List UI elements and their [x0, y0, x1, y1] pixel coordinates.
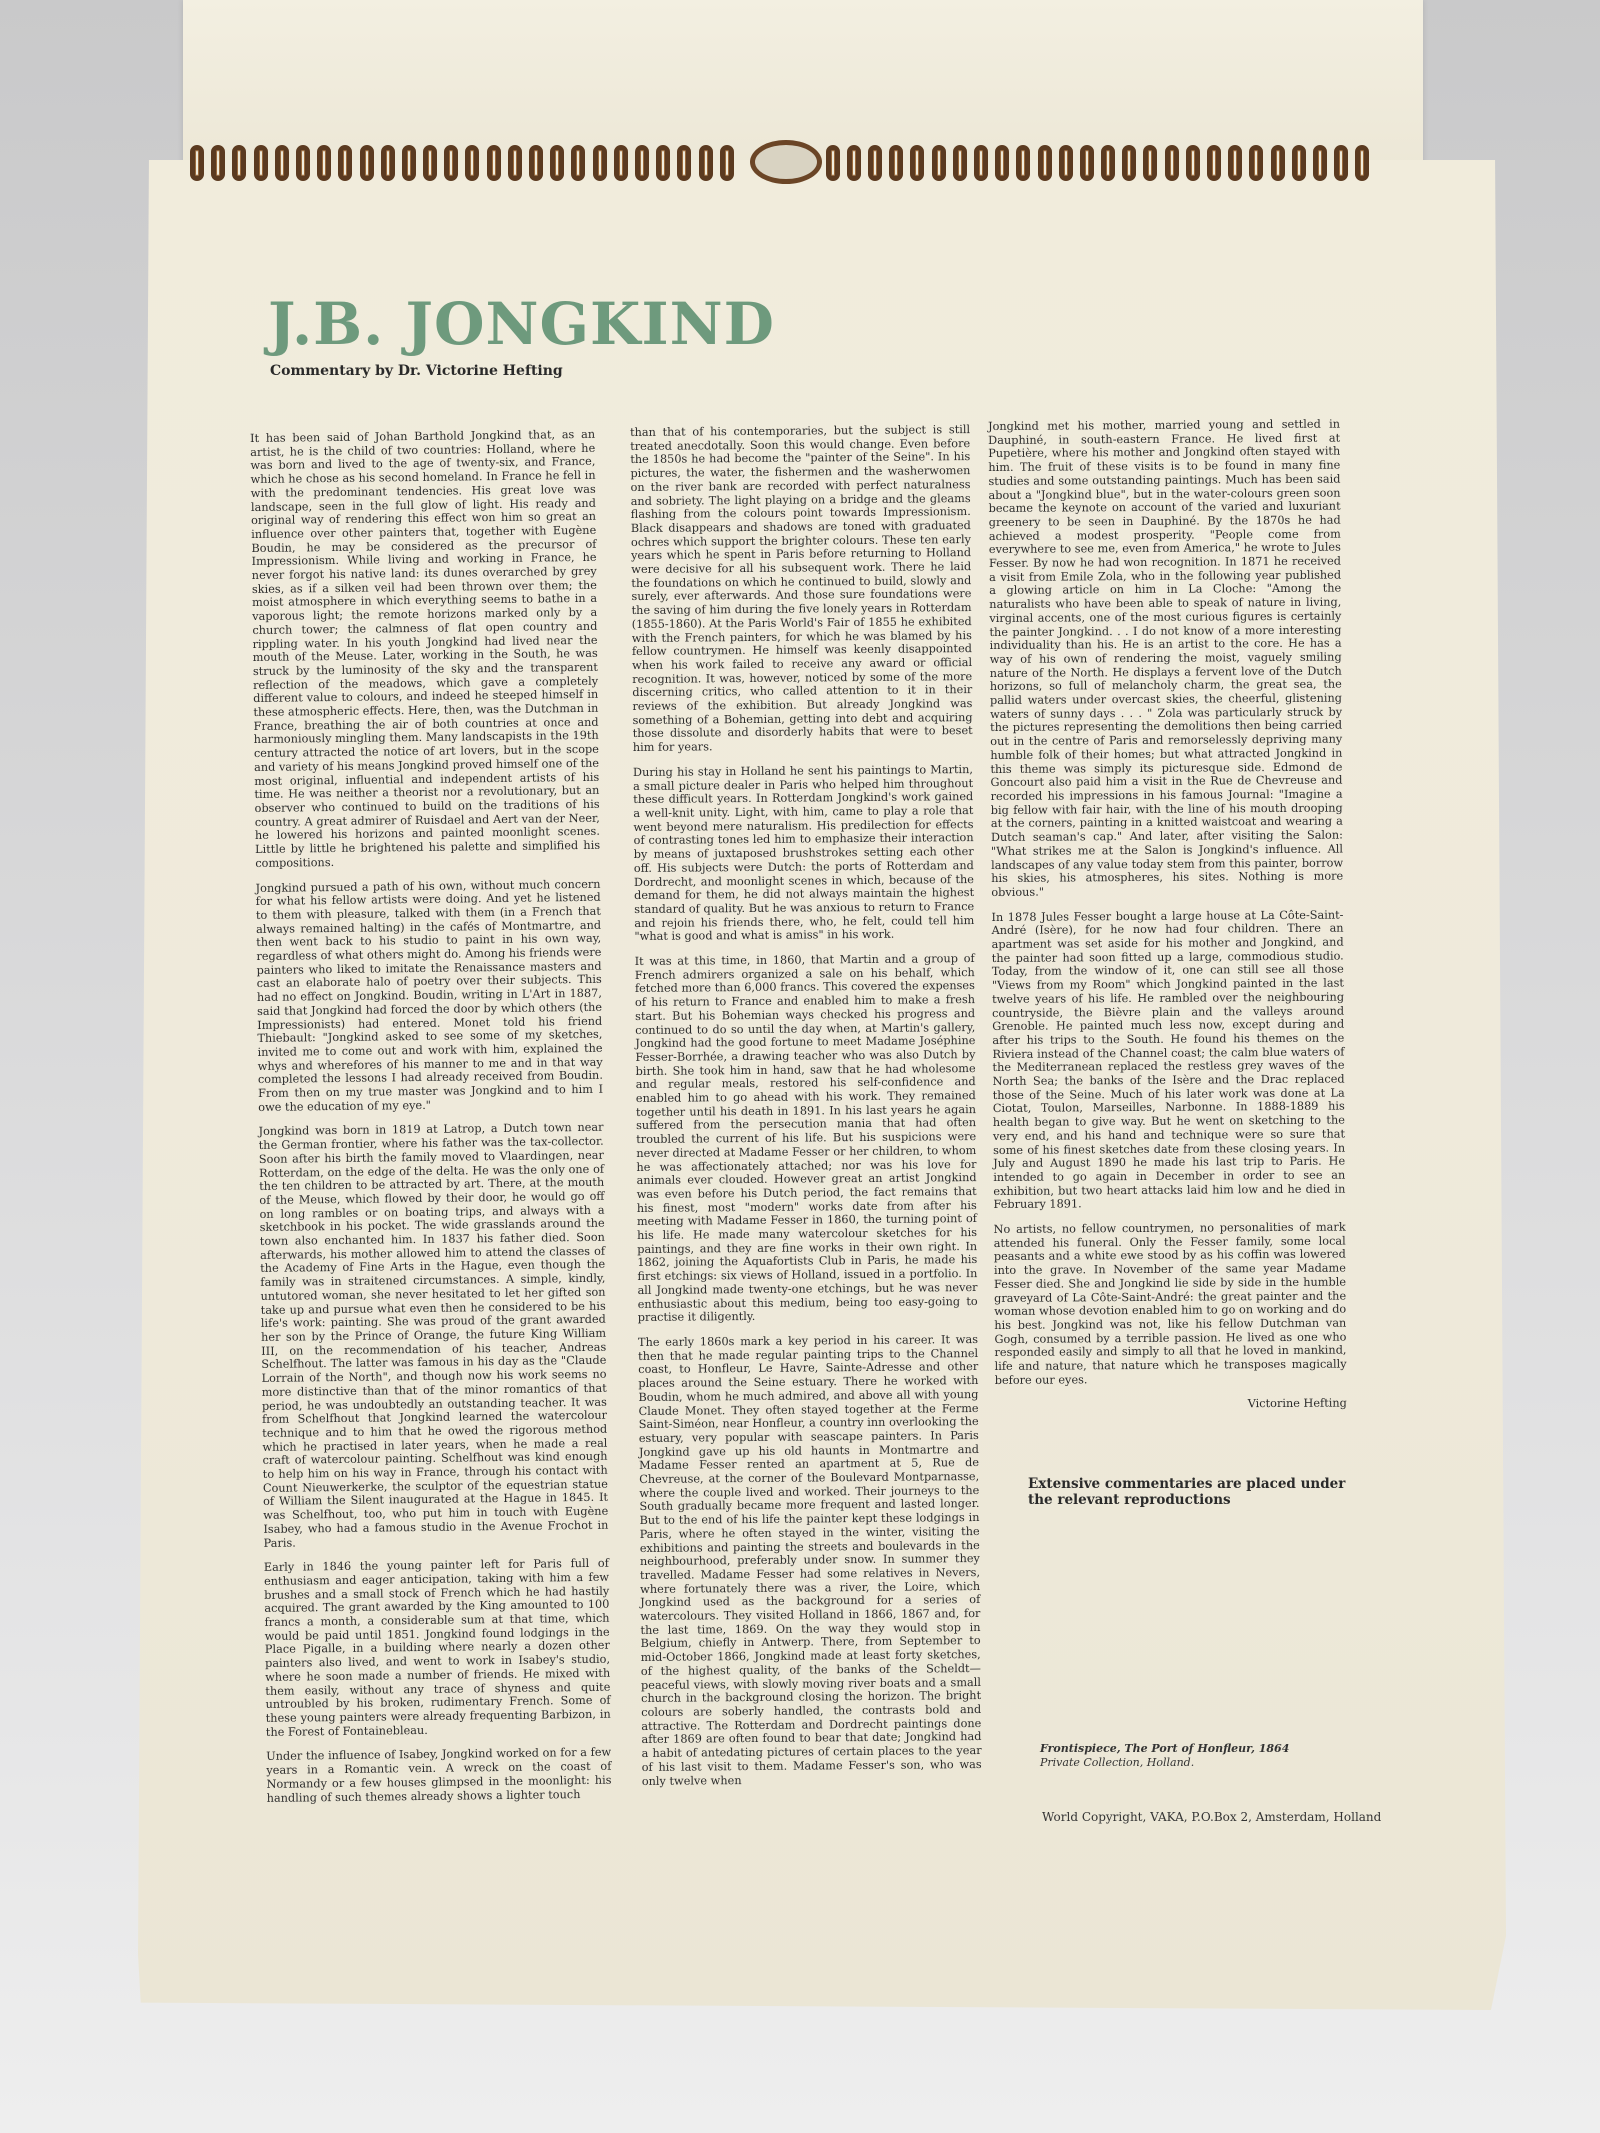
caption-title: Frontispiece, The Port of Honfleur, 1864: [1040, 1742, 1290, 1755]
binding-coil: [826, 145, 840, 181]
copyright-notice: World Copyright, VAKA, P.O.Box 2, Amsterdam, Holland: [1042, 1810, 1382, 1824]
paragraph: than that of his contemporaries, but the subject is still treated anecdotally. Soon this would change. Even before the 1850s he had become the "painter of the Seine". In his pictures, the water, the fishermen and the washerwomen on the river bank are recorded with perfect naturalness and sobriety. The light playing on a bridge and the gleams flashing from the colours point towards Impressionism. Black disappears and shadows are toned with graduated ochres which support the brighter colours. These ten early years which he spent in Paris before returning to Holland were decisive for all his subsequent work. There he laid the foundations on which he continued to build, slowly and surely, ever afterwards. And those sure foundations were the saving of him during the five lonely years in Rotterdam (1855-1860). At the Paris World's Fair of 1855 he exhibited with the French painters, for which he was blamed by his fellow countrymen. He himself was keenly disappointed when his work failed to receive any award or official recognition. It was, however, noticed by some of the more discerning critics, who called attention to it in their reviews of the exhibition. But already Jongkind was something of a Bohemian, getting into debt and acquiring those dissolute and disorderly habits that were to beset him for years.: [630, 423, 973, 755]
binding-coil: [1080, 145, 1094, 181]
binding-coil: [508, 145, 522, 181]
binding-coil: [1228, 145, 1242, 181]
paragraph: Early in 1846 the young painter left for Paris full of enthusiasm and eager anticipation, taking with him a few brushes and a small stock of French which he had hastily acquired. The grant awarded by the King amounted to 100 francs a month, a considerable sum at that time, which would be paid until 1851. Jongkind found lodgings in the Place Pigalle, in a building where nearly a dozen other painters also lived, and went to work in Isabey's studio, where he soon made a number of friends. He mixed with them easily, without any trace of shyness and quite untroubled by his broken, rudimentary French. Some of these young painters were already frequenting Barbizon, in the Forest of Fontainebleau.: [263, 1556, 611, 1739]
binding-coil: [1271, 145, 1285, 181]
binding-coil: [1059, 145, 1073, 181]
binding-coil: [381, 145, 395, 181]
commentary-note: Extensive commentaries are placed under the relevant reproductions: [1028, 1476, 1346, 1508]
binding-coil: [360, 145, 374, 181]
binding-coil: [699, 145, 713, 181]
binding-coil: [953, 145, 967, 181]
binding-coil: [190, 145, 204, 181]
binding-coil: [1186, 145, 1200, 181]
binding-coil: [656, 145, 670, 181]
binding-coil: [868, 145, 882, 181]
paragraph: The early 1860s mark a key period in his career. It was then that he made regular painting trips to the Channel coast, to Honfleur, Le Havre, Sainte-Adresse and other places around the Seine estuary. There he worked with Boudin, whom he much admired, and above all with young Claude Monet. They often stayed together at the Ferme Saint-Siméon, near Honfleur, a country inn overlooking the estuary, very popular with seascape painters. In Paris Jongkind gave up his old haunts in Montmartre and Madame Fesser rented an apartment at 5, Rue de Chevreuse, at the corner of the Boulevard Montparnasse, where the couple lived and worked. Their journeys to the South gradually became more frequent and lasted longer. But to the end of his life the painter kept these lodgings in Paris, where he often stayed in the winter, visiting the exhibitions and painting the streets and boulevards in the neighbourhood, preferably under snow. In summer they travelled. Madame Fesser had some relatives in Nevers, where fortunately there was a river, the Loire, which Jongkind used as the background for a series of watercolours. They visited Holland in 1866, 1867 and, for the last time, 1869. On the way they would stop in Belgium, chiefly in Antwerp. There, from September to mid-October 1866, Jongkind made at least forty sketches, of the highest quality, of the banks of the Scheldt—peaceful views, with slowly moving river boats and a small church in the background closing the horizon. The bright colours are soberly handled, the contrasts bold and attractive. The Rotterdam and Dordrecht paintings done after 1869 are often found to bear that date; Jongkind had a habit of antedating pictures of certain places to the year of his last visit to them. Madame Fesser's son, who was only twelve when: [637, 1332, 982, 1788]
binding-coil: [444, 145, 458, 181]
text-column-1: [250, 428, 612, 1816]
binding-coil: [211, 145, 225, 181]
paragraph: It was at this time, in 1860, that Martin and a group of French admirers organized a sale on his behalf, which fetched more than 6,000 francs. This covered the expenses of his return to France and enabled him to make a fresh start. But his Bohemian ways checked his progress and continued to do so until the day when, at Martin's gallery, Jongkind had the good fortune to meet Madame Joséphine Fesser-Borrhée, a drawing teacher who was also Dutch by birth. She took him in hand, saw that he had wholesome and regular meals, restored his self-confidence and enabled him to go ahead with his work. They remained together until his death in 1891. In his last years he again suffered from the persecution mania that had often troubled the current of his life. But his suspicions were never directed at Madame Fesser or her children, to whom he was affectionately attached; nor was his love for animals ever clouded. However great an artist Jongkind was even before his Dutch period, the fact remains that his finest, most "modern" works date from after his meeting with Madame Fesser in 1860, the turning point of his life. He made many watercolour sketches for his paintings, and they are fine works in their own right. In 1862, joining the Aquafortists Club in Paris, he made his first etchings: six views of Holland, issued in a portfolio. In all Jongkind made twenty-one etchings, but he was never enthusiastic about this medium, being too easy-going to practise it diligently.: [634, 952, 978, 1325]
binding-coil: [338, 145, 352, 181]
binding-coil: [1249, 145, 1263, 181]
page-subtitle: Commentary by Dr. Victorine Hefting: [270, 363, 563, 379]
binding-coil: [889, 145, 903, 181]
paragraph: Jongkind pursued a path of his own, without much concern for what his fellow artists were doing. And yet he listened to them with pleasure, talked with them (in a French that always remained halting) in the cafés of Montmartre, and then went back to his studio to paint in his own way, regardless of what others might do. Among his friends were painters who liked to imitate the Renaissance masters and cast an elaborate halo of poetry over their subjects. This had no effect on Jongkind. Boudin, writing in L'Art in 1887, said that Jongkind had forced the door by which others (the Impressionists) had entered. Monet told his friend Thiebault: "Jongkind asked to see some of my sketches, invited me to come out and work with him, explained the whys and wherefores of his manner to me and in that way completed the lessons I had already received from Boudin. From then on my true master was Jongkind and to him I owe the education of my eye.": [255, 877, 604, 1114]
binding-coil: [635, 145, 649, 181]
binding-coil: [487, 145, 501, 181]
binding-coil: [677, 145, 691, 181]
binding-coil: [1038, 145, 1052, 181]
paragraph: In 1878 Jules Fesser bought a large house at La Côte-Saint-André (Isère), for he now had four children. There an apartment was set aside for his mother and Jongkind, and the painter had soon fitted up a large, commodious studio. Today, from the window of it, one can still see all those "Views from my Room" which Jongkind painted in the last twelve years of his life. He rambled over the neighbouring countryside, the Bièvre plain and the valleys around Grenoble. He painted much less now, except during and after his trips to the South. He found his themes on the Riviera instead of the Channel coast; the calm blue waters of the Mediterranean replaced the restless grey waves of the North Sea; the banks of the Isère and the Drac replaced those of the Seine. Much of his later work was done at La Ciotat, Toulon, Marseilles, Narbonne. In 1888-1889 his health began to give way. But he went on sketching to the very end, and his hand and technique were so sure that some of his finest sketches date from these closing years. In July and August 1890 he made his last trip to Paris. He intended to go again in December in order to see an exhibition, but two heart attacks laid him low and he died in February 1891.: [991, 908, 1346, 1212]
binding-coil: [1101, 145, 1115, 181]
binding-coil: [296, 145, 310, 181]
binding-coil: [465, 145, 479, 181]
binding-coil: [402, 145, 416, 181]
binding-coil: [720, 145, 734, 181]
binding-coil: [932, 145, 946, 181]
paragraph: It has been said of Johan Barthold Jongkind that, as an artist, he is the child of two countries: Holland, where he was born and lived to the age of twenty-six, and France, which he chose as his second homeland. In France he fell in with the predominant tendencies. His great love was landscape, seen in the full glow of light. His ready and original way of rendering this effect won him so great an influence over other painters that, together with Eugène Boudin, he may be considered as the precursor of Impressionism. While living and working in France, he never forgot his native land: its dunes overarched by grey skies, as if a silken veil had been thrown over them; the moist atmosphere in which everything seems to bathe in a vaporous light; the remote horizons marked only by a church tower; the calmness of flat open country and rippling water. In his youth Jongkind had lived near the mouth of the Meuse. Later, working in the South, he was struck by the luminosity of the sky and the transparent reflection of the meadows, which gave a completely different value to colours, and indeed he steeped himself in these atmospheric effects. Here, then, was the Dutchman in France, breathing the air of both countries at once and harmoniously mingling them. Many landscapists in the 19th century attracted the notice of art lovers, but in the scope and variety of his means Jongkind proved himself one of the most original, influential and independent artists of his time. He was neither a theorist nor a revolutionary, but an observer who continued to build on the traditions of his country. A great admirer of Ruisdael and Aert van der Neer, he lowered his horizons and painted moonlight scenes. Little by little he brightened his palette and simplified his compositions.: [250, 427, 601, 870]
text-column-3: [988, 418, 1347, 1424]
frontispiece-caption: [1040, 1742, 1370, 1770]
binding-coil: [614, 145, 628, 181]
binding-coil: [1165, 145, 1179, 181]
binding-coil: [423, 145, 437, 181]
binding-coil: [550, 145, 564, 181]
binding-coil: [593, 145, 607, 181]
page-title: J.B. JONGKIND: [268, 290, 775, 358]
binding-coil: [1016, 145, 1030, 181]
binding-coil: [1334, 145, 1348, 181]
paragraph: Under the influence of Isabey, Jongkind worked on for a few years in a Romantic vein. A wreck on the coast of Normandy or a few houses glimpsed in the moonlight: his handling of such themes already shows a lighter touch: [266, 1746, 612, 1805]
caption-collection: Private Collection, Holland.: [1040, 1756, 1195, 1769]
text-column-2: [630, 423, 982, 1799]
binding-coil: [1355, 145, 1369, 181]
binding-coil: [317, 145, 331, 181]
paragraph: Jongkind met his mother, married young and settled in Dauphiné, in south-eastern France. He lived first at Pupetière, where his mother and Jongkind often stayed with him. The fruit of these visits is to be found in many fine studies and some outstanding paintings. Much has been said about a "Jongkind blue", but in the water-colours green soon became the keynote on account of the varied and luxuriant greenery to be seen in Dauphiné. By the 1870s he had achieved a modest prosperity. "People come from everywhere to see me, even from America," he wrote to Jules Fesser. By now he had won recognition. In 1871 he received a visit from Emile Zola, who in the following year published a glowing article on him in La Cloche: "Among the naturalists who have been able to speak of nature in living, virginal accents, one of the most curious figures is certainly the painter Jongkind. . . I do not know of a more interesting individuality than his. He is an artist to the core. He has a way of his own of rendering the moist, vaguely smiling nature of the North. He displays a fervent love of the Dutch horizons, so full of melancholy charm, the great sea, the pallid waters under overcast skies, the cheerful, glistening waters of sunny days . . . " Zola was particularly struck by the pictures representing the demolitions then being carried out in the centre of Paris and remorselessly depriving many humble folk of their homes; but what attracted Jongkind in this theme was simply its picturesque side. Edmond de Goncourt also paid him a visit in the Rue de Chevreuse and recorded his impressions in his famous Journal: "Imagine a big fellow with fair hair, with the line of his mouth drooping at the corners, painting in a knitted waistcoat and wearing a Dutch seaman's cap." And later, after visiting the Salon: "What strikes me at the Salon is Jongkind's influence. All landscapes of any value today stem from this painter, borrow his skies, his atmospheres, his sites. Nothing is more obvious.": [988, 417, 1344, 899]
binding-coil: [910, 145, 924, 181]
binding-coil: [571, 145, 585, 181]
binding-coil: [232, 145, 246, 181]
hanger-hole: [750, 140, 822, 184]
binding-coil: [275, 145, 289, 181]
author-signature: Victorine Hefting: [1247, 1396, 1347, 1410]
binding-coil: [1207, 145, 1221, 181]
binding-coil: [1143, 145, 1157, 181]
binding-coil: [529, 145, 543, 181]
binding-coil: [847, 145, 861, 181]
binding-coil: [254, 145, 268, 181]
paragraph: No artists, no fellow countrymen, no personalities of mark attended his funeral. Only the Fesser family, some local peasants and a white ewe stood by as his coffin was lowered into the grave. In November of the same year Madame Fesser died. She and Jongkind lie side by side in the humble graveyard of La Côte-Saint-André: the great painter and the woman whose devotion enabled him to go on working and do his best. Jongkind was not, like his fellow Dutchman van Gogh, consumed by a terrible passion. He lived as one who responded easily and simply to all that he loved in mankind, life and nature, that nature which he transposes magically before our eyes.: [993, 1220, 1347, 1387]
binding-coil: [974, 145, 988, 181]
binding-coil: [1122, 145, 1136, 181]
paragraph: Jongkind was born in 1819 at Latrop, a Dutch town near the German frontier, where his father was the tax-collector. Soon after his birth the family moved to Vlaardingen, near Rotterdam, on the edge of the delta. He was the only one of the ten children to be attracted by art. There, at the mouth of the Meuse, which flowed by their door, he would go off on long rambles or on boating trips, and always with a sketchbook in his pocket. The wide grasslands around the town also enchanted him. In 1837 his father died. Soon afterwards, his mother allowed him to attend the classes of the Academy of Fine Arts in the Hague, even though the family was in straitened circumstances. A simple, kindly, untutored woman, she never hesitated to let her gifted son take up and pursue what even then he considered to be his life's work: painting. She was proud of the grant awarded her son by the Prince of Orange, the future King William III, on the recommendation of his teacher, Andreas Schelfhout. The latter was famous in his day as the "Claude Lorrain of the North", and though now his work seems no more distinctive than that of the minor romantics of that period, he was undoubtedly an outstanding teacher. It was from Schelfhout that Jongkind learned the watercolour technique and to him that he owed the rigorous method which he practised in later years, when he made a real craft of watercolour painting. Schelfhout was kind enough to help him on his way in France, through his contact with Count Nieuwerkerke, the sculptor of the equestrian statue of William the Silent inaugurated at the Hague in 1845. It was Schelfhout, too, who put him in touch with Eugène Isabey, who had a famous studio in the Avenue Frochot in Paris.: [258, 1121, 609, 1550]
binding-coil: [1313, 145, 1327, 181]
binding-coil: [1292, 145, 1306, 181]
paragraph: During his stay in Holland he sent his paintings to Martin, a small picture dealer in Paris who helped him throughout these difficult years. In Rotterdam Jongkind's work gained a well-knit unity. Light, with him, came to play a role that went beyond mere naturalism. His predilection for effects of contrasting tones led him to emphasize their interaction by means of juxtaposed brushstrokes setting each other off. His subjects were Dutch: the ports of Rotterdam and Dordrecht, and moonlight scenes in which, because of the demand for them, he did not always maintain the highest standard of quality. But he was anxious to return to France and rejoin his friends there, who, he felt, could tell him "what is good and what is amiss" in his work.: [632, 762, 975, 944]
binding-coil: [995, 145, 1009, 181]
